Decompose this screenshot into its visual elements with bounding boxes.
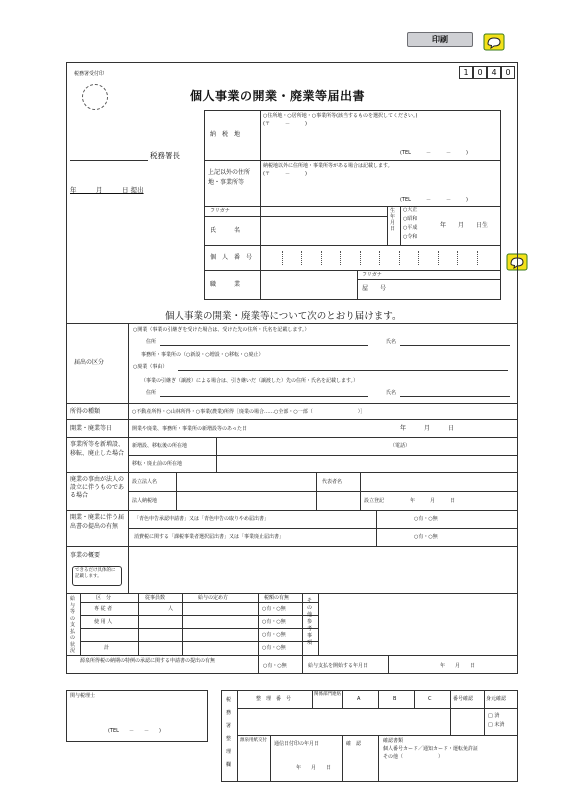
col-c: C [428,696,432,702]
opening-name-field[interactable] [400,345,510,346]
tax-choice-other[interactable]: ○有・○無 [262,632,286,638]
other-address-note: 納税地以外に住所地・事業所等がある場合は記載します。 [263,163,393,169]
other-tel-field[interactable]: (TEL － － ) [400,197,468,203]
tax-office-suffix: 税務署長 [150,151,180,160]
tax-choice-total[interactable]: ○有・○無 [262,645,286,651]
tax-choice-employee[interactable]: ○有・○無 [262,619,286,625]
correspondence-label: 通信日付印の年月日 [274,741,320,747]
category-label: 届出の区分 [74,359,105,366]
era-taisho[interactable]: ○大正 [403,207,418,213]
number-check-label: 番号確認 [453,696,474,702]
trade-name-label: 屋 号 [362,285,387,292]
occupation-label: 職 業 [210,281,241,288]
digit-separator [379,251,380,265]
opening-name-label: 氏名 [386,339,397,345]
closing-reason-field[interactable] [178,370,508,371]
identity-checked[interactable]: □ 済 [488,713,500,719]
office-stamp-circle [82,84,108,110]
other-ref-label: その他参考事項 [307,598,313,646]
filings-label: 開業・廃業に伴う届出書の提出の有無 [70,514,125,530]
tax-choice-family[interactable]: ○有・○無 [262,606,286,612]
opening-address-label: 住所 [146,339,157,345]
salary-label: 給与等の支払の状況 [70,596,76,654]
tax-location-label: 納 税 地 [210,131,241,138]
form-code-digit: 4 [487,66,501,79]
doc-label: 源泉用紙交付 [240,738,267,743]
digit-separator [477,251,478,265]
tax-accountant-label: 関与税理士 [70,693,96,699]
furigana-label: フリガナ [210,208,230,214]
tax-accountant-tel[interactable]: (TEL － － ) [108,728,161,734]
corp-name-label: 設立法人名 [132,479,158,485]
exemption-label: 源泉所得税の納期の特例の承認に関する申請書の提出の有無 [80,658,216,664]
business-summary-note: できるだけ具体的に記載します。 [75,568,116,579]
comment-icon[interactable] [483,33,505,51]
name-label: 氏 名 [210,227,241,234]
opening-address-field[interactable] [160,345,368,346]
form-code-digit: 0 [501,66,515,79]
salary-row-employee: 使 用 人 [94,619,113,625]
salary-col-headcount: 従事員数 [145,595,166,601]
digit-separator [457,251,458,265]
tax-location-options[interactable]: ○住所地・○居所地・○事業所等(該当するものを選択してください。) [263,113,418,119]
opening-date-label: 開業・廃業等日 [70,425,113,432]
col-a: A [357,696,361,702]
tax-office-name-line[interactable] [70,160,148,161]
submission-date[interactable]: 年 月 日 提出 [70,186,144,194]
exemption-choice[interactable]: ○有・○無 [263,663,287,669]
salary-col-category: 区 分 [96,595,112,601]
identity-check-label: 身元確認 [486,696,507,702]
opening-option[interactable]: ○開業（事業の引継ぎを受けた場合は、受けた先の住所・氏名を記載します。） [133,327,310,333]
correspondence-date[interactable]: 年 月 日 [296,765,332,771]
digit-separator [399,251,400,265]
postal-code-field[interactable]: (〒 － ) [263,121,307,127]
print-button[interactable]: 印刷 [407,32,473,47]
closing-address-field[interactable] [160,396,368,397]
identity-not-checked[interactable]: □ 未済 [488,722,505,728]
corp-label: 廃業の事由が法人の設立に伴うものである場合 [70,476,125,499]
new-location-label: 新増設、移転後の所在地 [132,443,188,449]
salary-col-method: 給与の定め方 [198,595,229,601]
office-change-option[interactable]: 事務所・事業所の（○新設・○増設・○移転・○廃止） [141,352,264,358]
income-type-options[interactable]: ○不動産所得・○山林所得・○事業(農業)所得［廃業の場合……○全部・○一部（ ）］ [132,409,366,415]
reg-date-field[interactable]: 年 月 日 [410,498,456,504]
digit-separator [301,251,302,265]
closing-name-label: 氏名 [386,390,397,396]
reg-label: 設立登記 [364,498,385,504]
office-use-table [221,690,518,782]
digit-separator [438,251,439,265]
salary-start-field[interactable]: 年 月 日 [440,663,476,669]
headcount-unit: 人 [168,606,174,612]
form-code-digit: 0 [473,66,487,79]
closing-name-field[interactable] [400,396,510,397]
tel-field[interactable]: (TEL － － ) [400,150,468,156]
other-address-label: 上記以外の住所地・事業所等 [208,169,251,186]
confirm-label: 確 認 [346,741,362,747]
birth-date-field[interactable]: 年 月 日生 [440,222,489,229]
salary-col-tax: 税額の有無 [264,595,290,601]
era-heisei[interactable]: ○平成 [403,225,418,231]
digit-separator [360,251,361,265]
salary-row-total: 計 [104,645,110,651]
form-code-digit: 1 [459,66,473,79]
digit-separator [282,251,283,265]
office-use-label: 税務署整理欄 [226,697,232,768]
corp-tax-label: 法人納税地 [132,498,158,504]
ref-number-label: 整 理 番 号 [256,696,292,702]
individual-number-label: 個 人 番 号 [210,254,253,261]
business-summary-label: 事業の概要 [70,552,101,559]
blue-return-choice[interactable]: ○有・○無 [414,516,438,522]
id-docs-other[interactable]: その他（ ） [383,754,444,760]
office-stamp-label: 税務署受付印 [74,71,105,77]
id-docs-text: 個人番号カード／通知カード・運転免許証 [383,746,479,752]
individual-number-field[interactable] [262,247,500,269]
blue-return-label: 「青色申告承認申請書」又は「青色申告の取りやめ届出書」 [134,516,270,522]
closing-note: （事業の引継ぎ（譲渡）による場合は、引き継いだ（譲渡した）先の住所・氏名を記載します。） [141,378,359,384]
closing-option[interactable]: ○廃業（事由） [133,364,168,370]
new-location-phone[interactable]: （電話） [390,443,411,449]
era-showa[interactable]: ○昭和 [403,216,418,222]
salary-row-family: 専 従 者 [94,606,113,612]
office-move-label: 事業所等を新増設、移転、廃止した場合 [70,441,125,457]
consumption-tax-label: 消費税に関する「課税事業者選択届出書」又は「事業廃止届出書」 [134,534,285,540]
digit-separator [418,251,419,265]
trade-furigana-label: フリガナ [362,272,382,278]
id-docs-label: 確認書類 [383,738,404,744]
era-reiwa[interactable]: ○令和 [403,234,418,240]
opening-date-field[interactable]: 年 月 日 [400,425,455,432]
salary-start-label: 給与支払を開始する年月日 [308,663,369,669]
taxpayer-table [204,110,501,300]
dept-label: 関係部門連絡 [314,692,341,697]
form-title: 個人事業の開業・廃業等届出書 [190,89,366,103]
other-postal-field[interactable]: (〒 － ) [263,171,307,177]
opening-date-text: 開業や廃業、事務所・事業所の新増設等のあった日 [132,426,247,432]
closing-address-label: 住所 [146,390,157,396]
section-heading: 個人事業の開業・廃業等について次のとおり届けます。 [165,311,402,322]
income-type-label: 所得の種類 [70,408,101,415]
rep-label: 代表者名 [322,479,343,485]
consumption-tax-choice[interactable]: ○有・○無 [414,534,438,540]
digit-separator [340,251,341,265]
birth-label: 生年月日 [390,208,396,232]
col-b: B [393,696,397,702]
digit-separator [321,251,322,265]
old-location-label: 移転・廃止前の所在地 [132,461,183,467]
